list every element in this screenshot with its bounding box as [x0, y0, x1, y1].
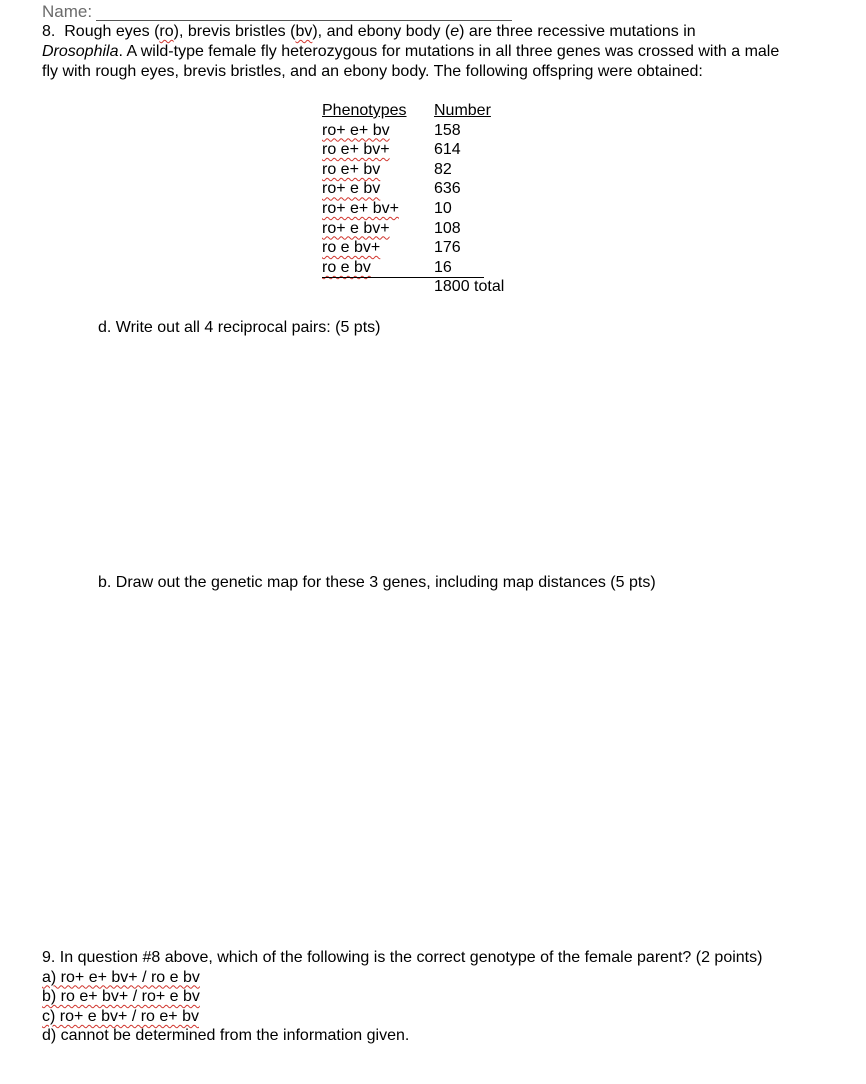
phenotype-cell — [322, 238, 434, 258]
phenotype-text: ro e+ bv — [322, 160, 381, 178]
part-b-prompt: b. Draw out the genetic map for these 3 genes, including map distances (5 pts) — [98, 574, 656, 591]
number-cell: 158 — [434, 121, 461, 139]
question-8-number: 8. — [42, 23, 56, 40]
text-fragment: . A wild-type female fly heterozygous for mutations in all three genes was crossed with a male — [118, 43, 780, 60]
text-fragment: Rough eyes ( — [64, 23, 160, 40]
name-blank-line — [96, 20, 512, 21]
number-cell: 636 — [434, 180, 461, 198]
question-9-prompt: 9. In question #8 above, which of the following is the correct genotype of the female parent? (2 points) — [42, 949, 763, 966]
part-d-prompt: d. Write out all 4 reciprocal pairs: (5 pts) — [98, 319, 381, 336]
name-label: Name: — [42, 2, 93, 21]
option-text: c) ro+ e bv+ / ro e+ bv — [42, 1007, 199, 1025]
header-number: Number — [434, 102, 491, 119]
phenotype-cell — [322, 121, 434, 141]
phenotype-cell — [322, 140, 434, 160]
option-text: a) ro+ e+ bv+ / ro e bv — [42, 968, 200, 986]
phenotype-text: ro+ e+ bv+ — [322, 200, 399, 217]
text-fragment: ), brevis bristles ( — [173, 23, 296, 40]
phenotype-cell — [322, 219, 434, 239]
option-a — [42, 968, 200, 988]
question-8-line-2 — [42, 42, 779, 62]
option-b — [42, 987, 200, 1007]
total-cell: 1800 total — [434, 278, 505, 296]
number-cell: 82 — [434, 160, 452, 178]
number-cell: 108 — [434, 219, 461, 237]
species-name: Drosophila — [42, 43, 119, 60]
phenotype-text: ro+ e bv — [322, 180, 381, 198]
question-8-line-1 — [42, 22, 696, 42]
phenotype-text: ro+ e bv+ — [322, 219, 390, 237]
option-text: b) ro e+ bv+ / ro+ e bv — [42, 988, 200, 1006]
question-8-line-3: fly with rough eyes, brevis bristles, and an ebony body. The following offspring were obtained: — [42, 63, 703, 80]
phenotype-cell — [322, 258, 434, 278]
phenotype-cell — [322, 199, 434, 219]
text-fragment: ), and ebony body ( — [312, 23, 451, 40]
phenotype-text: ro e bv+ — [322, 239, 381, 257]
number-cell: 10 — [434, 200, 452, 217]
symbol-bv: bv — [295, 23, 313, 40]
symbol-e: e — [450, 23, 460, 40]
phenotype-text: ro e bv — [322, 258, 371, 276]
option-d: d) cannot be determined from the information given. — [42, 1027, 410, 1045]
phenotype-text: ro+ e+ bv — [322, 121, 390, 139]
text-fragment: ) are three recessive mutations in — [459, 23, 696, 40]
phenotype-cell — [322, 160, 434, 180]
number-cell: 176 — [434, 239, 461, 257]
option-c — [42, 1007, 199, 1027]
header-phenotypes: Phenotypes — [322, 102, 407, 119]
number-cell: 614 — [434, 141, 461, 159]
symbol-ro: ro — [159, 23, 174, 40]
number-cell: 16 — [434, 258, 452, 276]
phenotype-cell — [322, 179, 434, 199]
phenotype-text: ro e+ bv+ — [322, 141, 390, 159]
